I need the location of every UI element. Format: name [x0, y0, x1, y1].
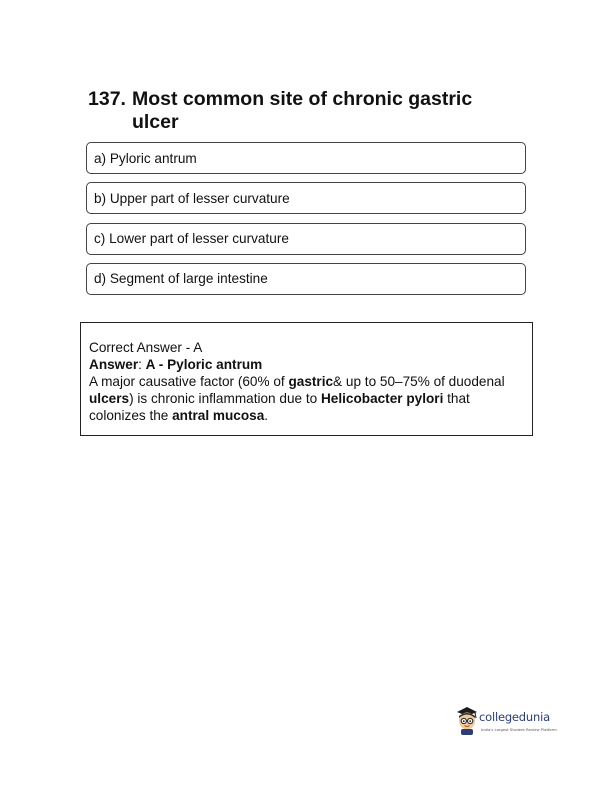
answer-line [89, 356, 524, 373]
question-heading [88, 88, 508, 134]
answer-box [80, 322, 533, 436]
mascot-icon [455, 706, 479, 736]
explanation-bold-2: ulcers [89, 391, 130, 406]
collegedunia-logo [455, 706, 575, 738]
correct-answer-line: Correct Answer - A [89, 340, 203, 355]
option-a[interactable]: a) Pyloric antrum [86, 142, 526, 174]
explanation-bold-4: antral mucosa [172, 408, 265, 423]
question-number: 137. [88, 88, 126, 110]
answer-separator: : [138, 357, 146, 372]
explanation-part-5: . [264, 408, 269, 423]
answer-value: A - Pyloric antrum [145, 357, 263, 372]
option-c[interactable]: c) Lower part of lesser curvature [86, 223, 526, 255]
explanation-part-3: ) is chronic inflammation due to [129, 391, 321, 406]
option-d[interactable]: d) Segment of large intestine [86, 263, 526, 295]
explanation-bold-3: Helicobacter pylori [320, 391, 444, 406]
logo-name: collegedunia [479, 710, 550, 724]
explanation [89, 373, 524, 424]
answer-prefix: Answer [89, 357, 139, 372]
question-text: Most common site of chronic gastric ulcer [131, 88, 473, 133]
logo-tagline: India's Largest Student Review Platform [481, 727, 557, 732]
option-b[interactable]: b) Upper part of lesser curvature [86, 182, 526, 214]
explanation-bold-1: gastric [288, 374, 334, 389]
explanation-part-1: A major causative factor (60% of [89, 374, 289, 389]
options-list [86, 142, 526, 303]
explanation-part-2: & up to 50–75% of duodenal [333, 374, 505, 389]
explanation-part-4: that colonizes the [89, 391, 470, 423]
